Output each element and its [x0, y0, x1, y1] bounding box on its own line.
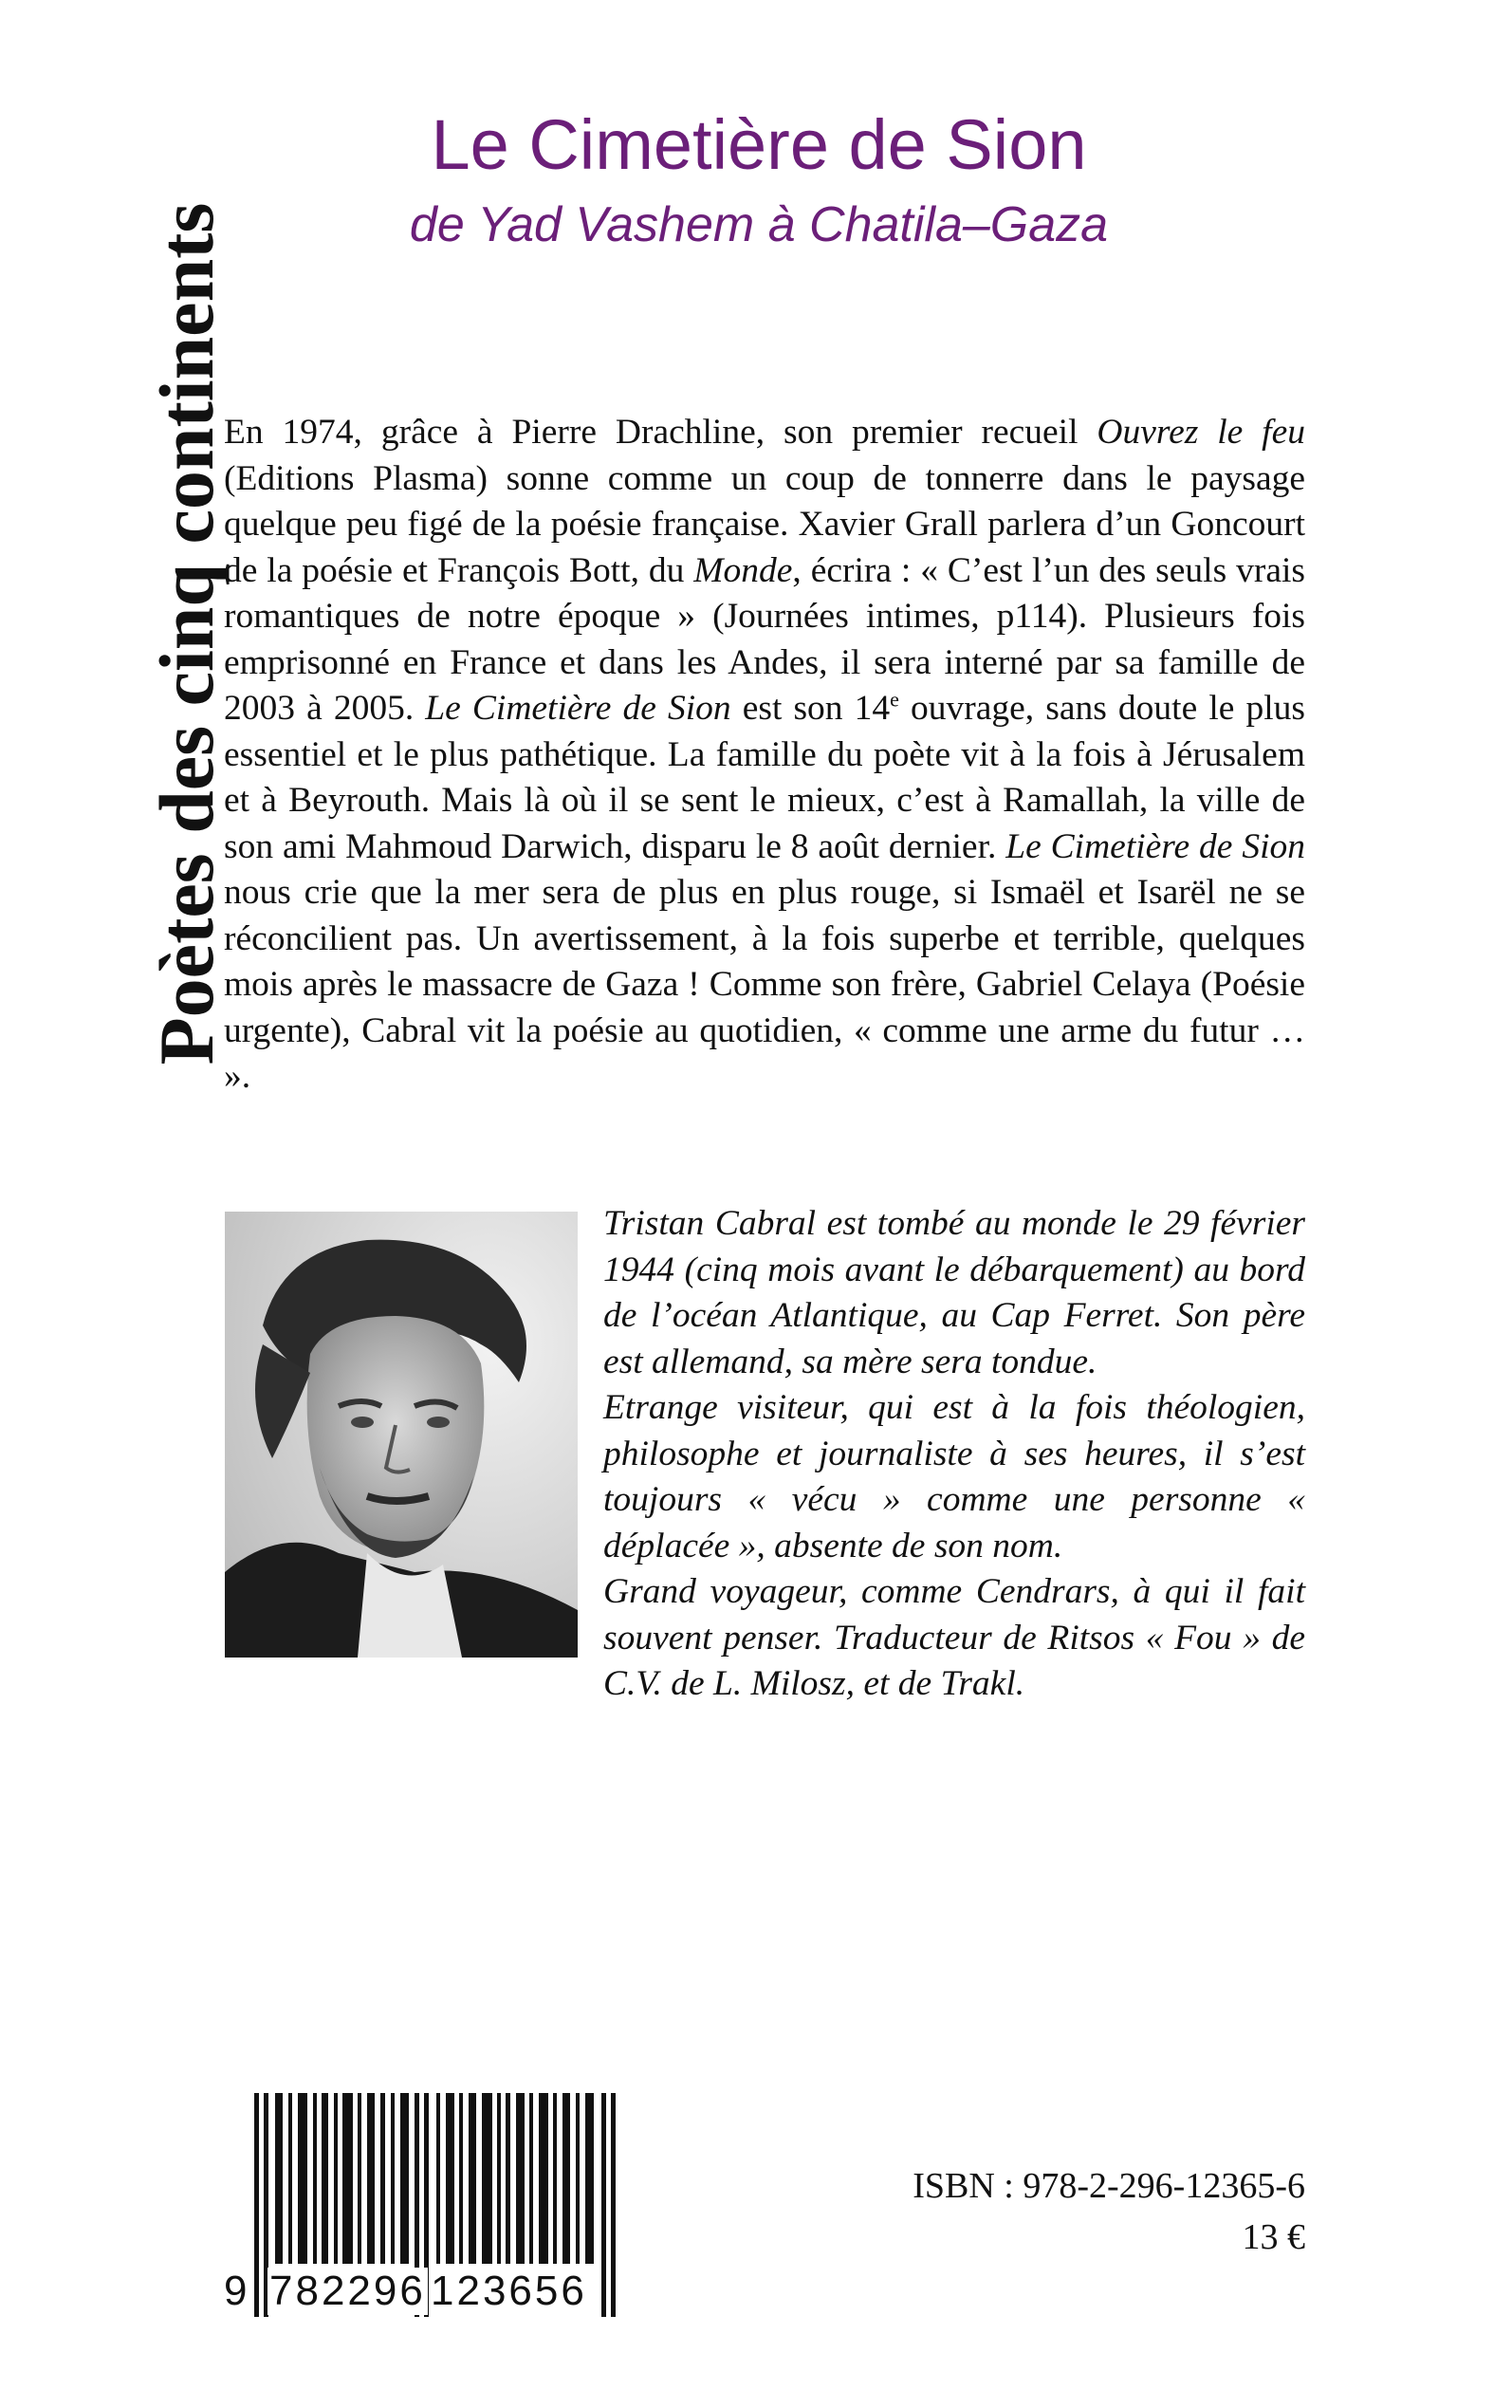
summary-text-6: nous crie que la mer sera de plus en plus rouge, si Ismaël et Isarël ne se réconcilient pas. Un avertissement, à la fois superbe et terrible, quelques mois après le massacre de Gaza ! Comme son frère, Gabriel Celaya (Poésie urgente), Cabral vit la poésie au quotidien, « comme une arme du futur … ». — [224, 873, 1305, 1096]
work-title-cimetiere-2: Le Cimetière de Sion — [1005, 826, 1305, 866]
author-biography — [603, 1201, 1305, 1708]
summary-text-1: En 1974, grâce à Pierre Drachline, son premier recueil — [224, 413, 1097, 452]
ordinal-superscript: e — [890, 687, 899, 712]
summary-text-5: ouvrage, sans doute le plus essentiel et le plus pathétique. La famille du poète vit à la fois à Jérusalem et à Beyrouth. Mais là où il se sent le mieux, c’est à Ramallah, la ville de son ami Mahmoud Darwich, disparu le 8 août dernier. — [224, 689, 1305, 866]
bio-paragraph-1: Tristan Cabral est tombé au monde le 29 février 1944 (cinq mois avant le débarquement) au bord de l’océan Atlantique, au Cap Ferret. Son père est allemand, sa mère sera tondue. — [603, 1204, 1305, 1381]
author-photo — [225, 1212, 578, 1658]
series-name-vertical: Poètes des cinq continents — [143, 202, 230, 1065]
bio-paragraph-2: Etrange visiteur, qui est à la fois théologien, philosophe et journaliste à ses heures, il s’est toujours « vécu » comme une personne « déplacée », absente de son nom. — [603, 1388, 1305, 1565]
barcode-left-group: 782296 — [269, 2268, 426, 2314]
book-summary — [224, 410, 1305, 1101]
work-title-cimetiere-1: Le Cimetière de Sion — [425, 689, 731, 728]
barcode-digits — [224, 2178, 643, 2314]
book-subtitle: de Yad Vashem à Chatila–Gaza — [409, 197, 1109, 252]
summary-text-3: , écrira : « C’est l’un des seuls vrais romantiques de notre époque » (Journées intimes, p114). Plusieurs fois emprisonné en France et dans les Andes, il sera interné par sa famille de 2003 à 2005. — [224, 550, 1305, 728]
price: 13 € — [1242, 2217, 1305, 2257]
isbn: ISBN : 978-2-296-12365-6 — [913, 2166, 1305, 2206]
barcode-right-group: 123656 — [431, 2268, 587, 2314]
summary-text-4: est son 14 — [730, 689, 891, 728]
work-title-ouvrez-le-feu: Ouvrez le feu — [1097, 413, 1305, 452]
bio-paragraph-3: Grand voyageur, comme Cendrars, à qui il fait souvent penser. Traducteur de Ritsos « Fou » de C.V. de L. Milosz, et de Trakl. — [603, 1572, 1305, 1703]
barcode-lead-digit: 9 — [224, 2268, 250, 2314]
book-title: Le Cimetière de Sion — [431, 105, 1087, 184]
newspaper-name: Monde — [693, 550, 793, 590]
summary-text-2: (Editions Plasma) sonne comme un coup de tonnerre dans le paysage quelque peu figé de la poésie française. Xavier Grall parlera d’un Goncourt de la poésie et François Bott, du — [224, 458, 1305, 590]
